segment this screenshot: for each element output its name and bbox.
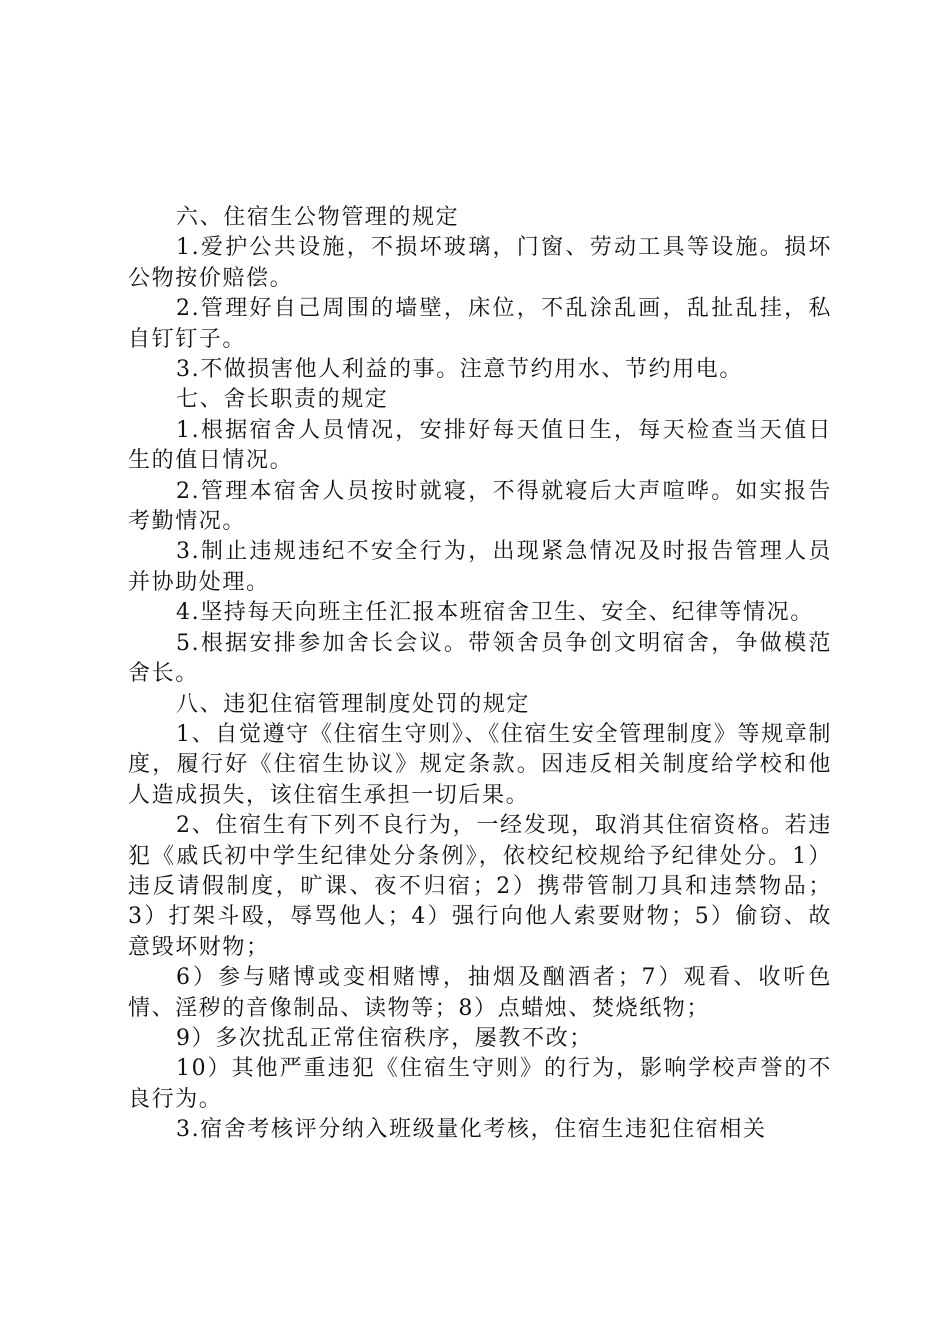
document-body [128,203,832,1146]
paragraph: 3.宿舍考核评分纳入班级量化考核，住宿生违犯住宿相关 [176,1117,767,1143]
paragraph: 9）多次扰乱正常住宿秩序，屡教不改； [176,1025,593,1051]
paragraph: 6）参与赌博或变相赌博，抽烟及酗酒者；7）观看、收听色情、淫秽的音像制品、读物等；8）点蜡烛、焚烧纸物； [128,965,832,1021]
paragraph: 10）其他严重违犯《住宿生守则》的行为，影响学校声誉的不良行为。 [128,1056,832,1112]
paragraph: 2、住宿生有下列不良行为，一经发现，取消其住宿资格。若违犯《戚氏初中学生纪律处分条例》，依校纪校规给予纪律处分。1）违反请假制度，旷课、夜不归宿；2）携带管制刀具和违禁物品；3）打架斗殴，辱骂他人；4）强行向他人索要财物；5）偷窃、故意毁坏财物； [128,813,832,960]
paragraph: 1.爱护公共设施，不损坏玻璃，门窗、劳动工具等设施。损坏公物按价赔偿。 [128,235,832,291]
paragraph: 2.管理好自己周围的墙壁，床位，不乱涂乱画，乱扯乱挂，私自钉钉子。 [128,296,832,352]
paragraph: 3.不做损害他人利益的事。注意节约用水、节约用电。 [176,357,743,383]
paragraph: 5.根据安排参加舍长会议。带领舍员争创文明宿舍，争做模范舍长。 [128,630,832,687]
section-heading-7: 七、舍长职责的规定 [176,387,389,413]
paragraph: 1、自觉遵守《住宿生守则》、《住宿生安全管理制度》等规章制度，履行好《住宿生协议》规定条款。因违反相关制度给学校和他人造成损失，该住宿生承担一切后果。 [128,721,832,808]
paragraph: 4.坚持每天向班主任汇报本班宿舍卫生、安全、纪律等情况。 [176,600,814,626]
section-heading-8: 八、违犯住宿管理制度处罚的规定 [176,691,531,717]
paragraph: 1.根据宿舍人员情况，安排好每天值日生，每天检查当天值日生的值日情况。 [128,417,832,474]
paragraph: 2.管理本宿舍人员按时就寝，不得就寝后大声喧哗。如实报告考勤情况。 [128,478,832,535]
paragraph: 3.制止违规违纪不安全行为，出现紧急情况及时报告管理人员并协助处理。 [128,539,832,595]
section-heading-6: 六、住宿生公物管理的规定 [176,205,460,230]
